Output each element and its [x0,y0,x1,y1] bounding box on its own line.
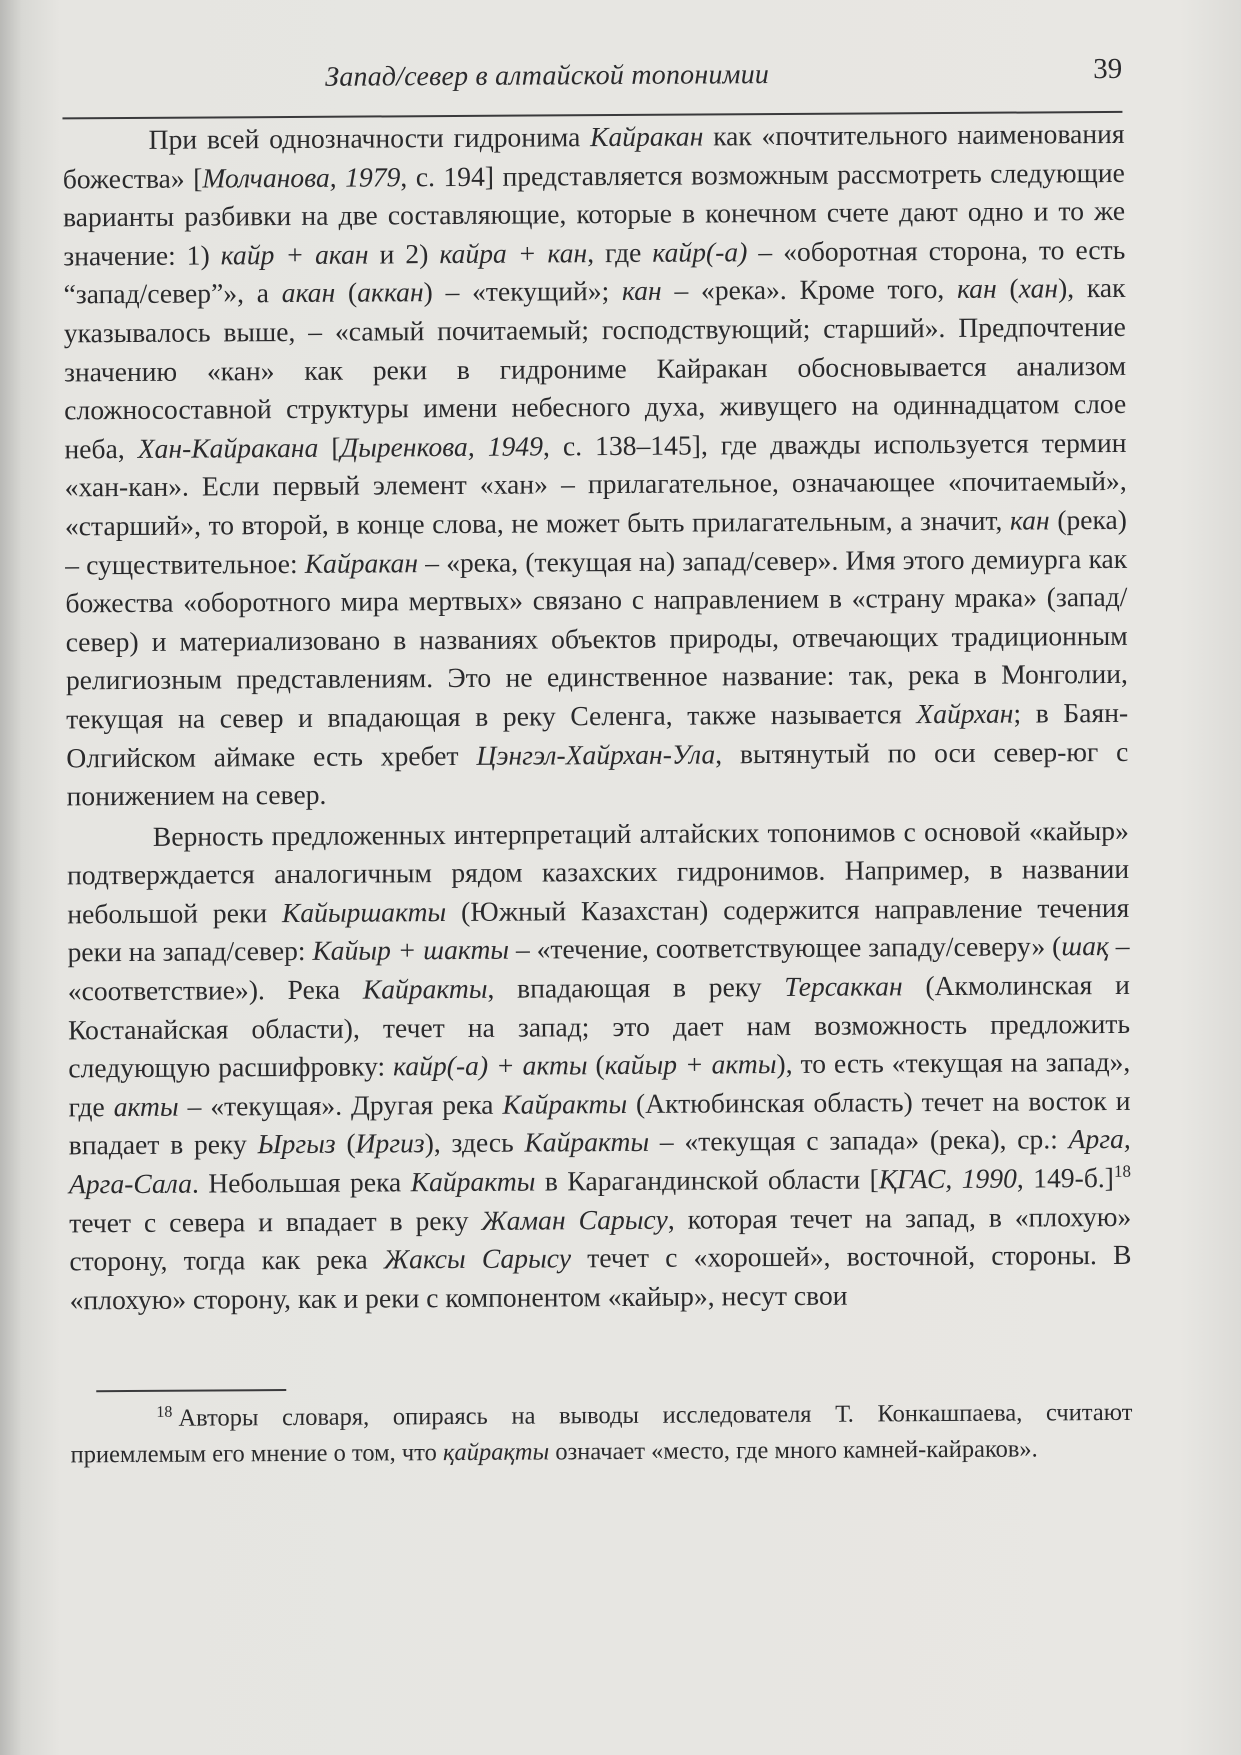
italic-term: кайр + акан [220,238,369,271]
text-run: , которая течет на запад, в «плохую» сторону, тогда как река [69,1200,1132,1277]
text-run: ( [587,1049,605,1081]
text-run: , 149-б.] [1016,1162,1115,1194]
italic-term: Терсаккан [784,970,903,1003]
italic-term: хан [1018,272,1059,304]
text-run: (Южный Казахстан) содержится направление течения реки на запад/север: [67,891,1130,968]
text-run: , впадающая в реку [487,971,785,1004]
text-run: ; в Баян-Олгийском аймаке есть хребет [66,696,1129,773]
italic-term: кан [1009,504,1050,536]
italic-term: кайр(-а) [652,235,748,268]
italic-term: Арга, Арга-Сала [68,1123,1131,1200]
text-run: , где [587,236,653,268]
text-run: и 2) [368,237,440,270]
text-run: в Карагандинской области [ [535,1163,879,1197]
italic-term: Кайракты [524,1126,650,1159]
text-run: – «оборотная сторона, то есть “запад/север”», а [63,233,1126,310]
text-run: ( [335,276,358,309]
italic-term: аккан [357,276,424,308]
text-run: как «почтительного наименования божества» [ [62,117,1125,194]
page-number: 39 [1093,52,1123,86]
text-run: – «течение, соответствующее западу/северу» ( [508,930,1062,966]
text-run: ), здесь [424,1127,525,1159]
text-run: ) – «текущий»; [423,275,623,308]
running-head [62,49,1122,107]
text-run: течет с севера и впадает в реку [69,1204,482,1238]
italic-term: Кайыршакты [281,895,447,928]
text-run: ( [996,272,1019,305]
citation: ҚГАС, 1990 [878,1162,1017,1195]
text-run: – «река, (текущая на) запад/север». Имя этого демиурга как божества «оборотного мира мертвых» связано с направлением в «страну мрака» (запад/север) и материализовано в названиях объектов природы, отвечающих традиционным религиозным представлениям. Это не единственное название: так, река в Монголии, текущая на север и впадающая в реку Селенга, также называется [65,542,1128,735]
italic-term: Ыргыз [257,1128,336,1160]
footnote-marker: 18 [156,1403,173,1421]
italic-term: Кайракты [410,1165,536,1198]
body-text [62,115,1131,1320]
text-run: течет с «хорошей», восточной, стороны. В «плохую» сторону, как и реки с компонентом «кайыр», несут свои [69,1239,1132,1316]
italic-term: акан [281,277,336,309]
text-run: (Акмолинская и Костанайская области), течет на запад; это дает нам возможность предложить следующую расшифровку: [67,968,1131,1084]
italic-term: Жаман Сарысу [481,1203,668,1236]
text-run: , вытянутый по оси север-юг с понижением на север. [66,735,1129,812]
text-run: При всей однозначности гидронима [148,121,591,155]
running-title: Запад/север в алтайской топонимии [325,59,770,93]
text-run: – «текущая». Другая река [178,1088,503,1122]
footnote [70,1395,1132,1473]
citation: Дыренкова, 1949 [340,430,544,463]
italic-term: кайра + кан [439,236,588,269]
italic-term: шақ [1061,930,1109,962]
italic-term: қайрақты [442,1438,550,1467]
text-run: . Небольшая река [191,1166,411,1199]
italic-term: кан [956,273,997,305]
footnote-rule [96,1389,286,1392]
citation: Молчанова, 1979 [202,160,401,194]
text-run: – «река». Кроме того, [661,273,958,307]
italic-term: Хан-Кайракана [137,431,319,464]
text-run: [ [318,431,341,463]
italic-term: Жаксы Сарысу [383,1242,572,1275]
footnote-reference[interactable]: 18 [1113,1161,1131,1181]
italic-term: Хайрхан [916,697,1014,730]
text-run: (Актюбинская область) течет на восток и впадает в реку [68,1084,1131,1161]
footnote-text [70,1395,1132,1473]
text-run: ( [335,1128,356,1160]
text-run: – «текущая с запада» (река), ср.: [649,1123,1069,1158]
italic-term: кан [621,275,662,307]
text-run: (река) – существительное: [65,503,1128,580]
italic-term: Кайракан [590,120,704,153]
italic-term: акты [113,1090,179,1122]
text-run: ), то есть «текущая на запад», где [68,1046,1131,1123]
text-run: , с. 194] представляется возможным рассмотреть следующие варианты разбивки на две составляющие, которые в конечном счете дают одно и то же значение: 1) [62,156,1126,272]
italic-term: Кайракты [362,972,488,1005]
book-page [62,37,1182,1734]
text-run: – «соответствие»). Река [67,930,1130,1007]
text-run: Авторы словаря, опираясь на выводы исследователя Т. Конкашпаева, считают приемлемым его мнение о том, что [70,1398,1133,1469]
italic-term: Цэнгэл-Хайрхан-Ула [476,737,716,771]
italic-term: Кайракты [502,1087,628,1120]
text-run: означает «место, где много камней-кайраков». [549,1435,1038,1466]
paragraph-1 [62,115,1128,816]
italic-term: Иргиз [355,1127,425,1160]
italic-term: Кайракан [304,546,419,579]
text-run: Верность предложенных интерпретаций алтайских топонимов с основой «кайыр» подтверждается аналогичным рядом казахских гидронимов. Например, в названии небольшой реки [66,814,1130,930]
italic-term: Кайыр + шакты [312,934,510,967]
paragraph-2 [67,812,1132,1320]
italic-term: кайр(-а) + акты [393,1049,588,1082]
italic-term: кайыр + акты [604,1048,777,1081]
text-run: , с. 138–145], где дважды используется термин «хан-кан». Если первый элемент «хан» – прилагательное, означающее «почитаемый», «старший», то второй, в конце слова, не может быть прилагательным, а значит, [64,426,1127,542]
text-run: ), как указывалось выше, – «самый почитаемый; господствующий; старший». Предпочтение значению «кан» как реки в гидрониме Кайракан обосновывается анализом сложносоставной структуры имени небесного духа, живущего на одиннадцатом слое неба, [63,272,1127,465]
